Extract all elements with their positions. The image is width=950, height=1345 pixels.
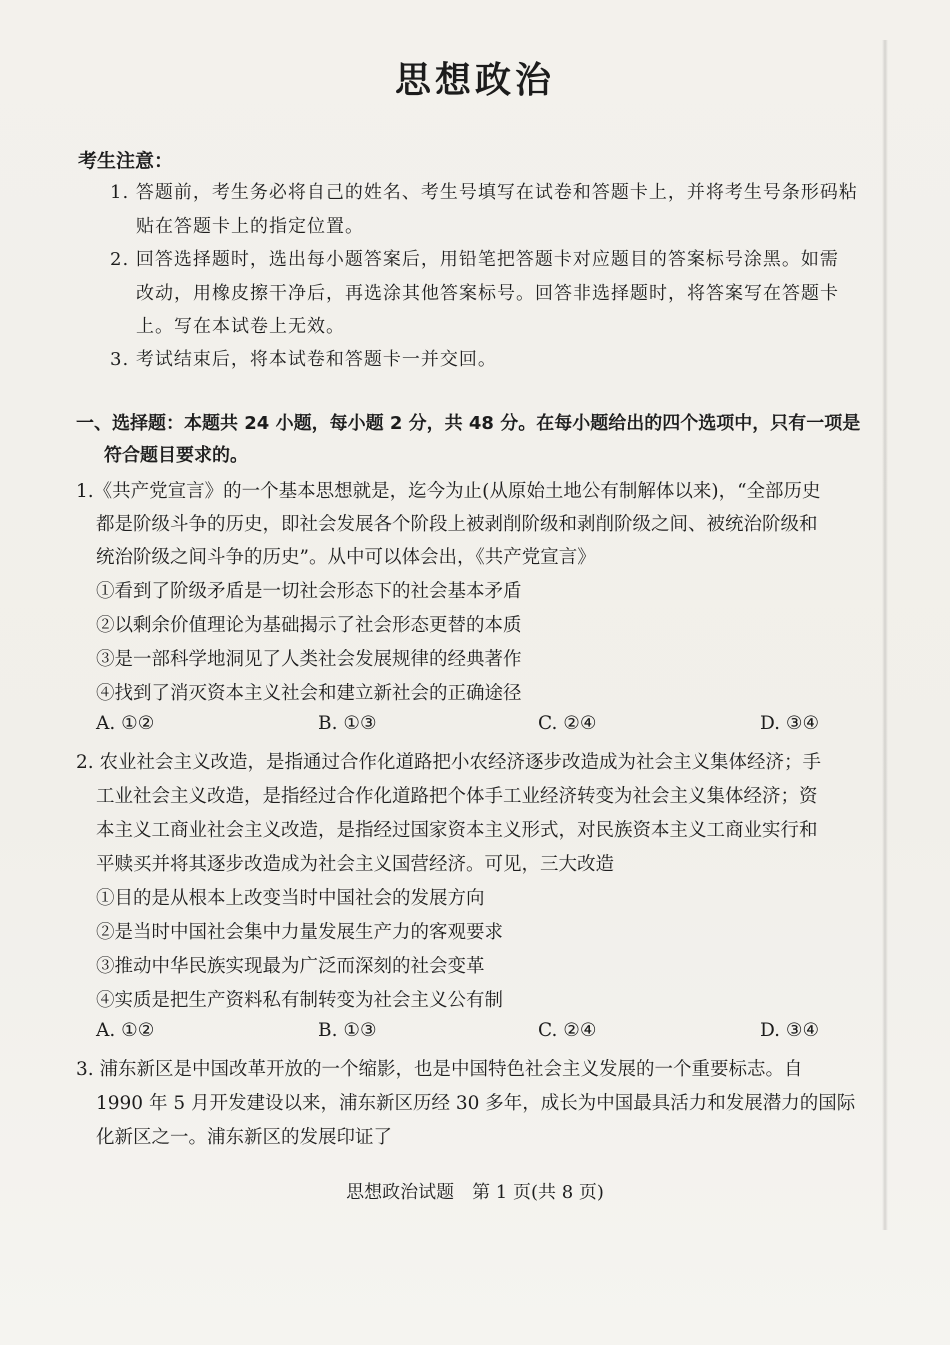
question-2-line1: 2. 农业社会主义改造，是指通过合作化道路把小农经济逐步改造成为社会主义集体经济；手: [76, 752, 822, 773]
question-1-option-4: ④找到了消灭资本主义社会和建立新社会的正确途径: [96, 683, 522, 704]
question-3-line3: 化新区之一。浦东新区的发展印证了: [96, 1127, 393, 1148]
section-heading-line2: 符合题目要求的。: [104, 445, 248, 466]
question-2-option-3: ③推动中华民族实现最为广泛而深刻的社会变革: [96, 956, 485, 977]
notice-item-2-line2: 改动，用橡皮擦干净后，再选涂其他答案标号。回答非选择题时，将答案写在答题卡: [136, 283, 839, 304]
notice-item-3-line1: 3. 考试结束后，将本试卷和答题卡一并交回。: [110, 349, 497, 370]
section-heading-line1: 一、选择题：本题共 24 小题，每小题 2 分，共 48 分。在每小题给出的四个选项中，只有一项是: [76, 413, 861, 434]
question-2-option-2: ②是当时中国社会集中力量发展生产力的客观要求: [96, 922, 504, 943]
question-2-option-1: ①目的是从根本上改变当时中国社会的发展方向: [96, 888, 485, 909]
question-2-choice-b: B. ①③: [318, 1020, 377, 1041]
notice-item-1-line2: 贴在答题卡上的指定位置。: [136, 216, 364, 237]
question-1-choice-c: C. ②④: [538, 713, 597, 734]
page-footer: 思想政治试题 第 1 页(共 8 页): [346, 1182, 604, 1203]
page-title: 思想政治: [394, 60, 555, 101]
question-1-option-1: ①看到了阶级矛盾是一切社会形态下的社会基本矛盾: [96, 581, 522, 602]
question-2-line2: 工业社会主义改造，是指经过合作化道路把个体手工业经济转变为社会主义集体经济；资: [96, 786, 818, 807]
question-1-line3: 统治阶级之间斗争的历史”。从中可以体会出，《共产党宣言》: [96, 547, 596, 568]
question-2-choice-a: A. ①②: [96, 1020, 155, 1041]
notice-item-2-line3: 上。写在本试卷上无效。: [136, 316, 345, 337]
question-1-choice-a: A. ①②: [96, 713, 155, 734]
question-1-line2: 都是阶级斗争的历史，即社会发展各个阶段上被剥削阶级和剥削阶级之间、被统治阶级和: [96, 514, 818, 535]
question-3-line2: 1990 年 5 月开发建设以来，浦东新区历经 30 多年，成长为中国最具活力和发展潜力的国际: [96, 1093, 856, 1114]
question-2-option-4: ④实质是把生产资料私有制转变为社会主义公有制: [96, 990, 504, 1011]
question-1-choice-b: B. ①③: [318, 713, 377, 734]
question-1-option-3: ③是一部科学地洞见了人类社会发展规律的经典著作: [96, 649, 522, 670]
notice-item-1-line1: 1. 答题前，考生务必将自己的姓名、考生号填写在试卷和答题卡上，并将考生号条形码粘: [110, 182, 858, 203]
question-1-line1: 1.《共产党宣言》的一个基本思想就是，迄今为止(从原始土地公有制解体以来)，“全部历史: [76, 481, 821, 502]
notice-item-2-line1: 2. 回答选择题时，选出每小题答案后，用铅笔把答题卡对应题目的答案标号涂黑。如需: [110, 249, 839, 270]
question-2-line4: 平赎买并将其逐步改造成为社会主义国营经济。可见，三大改造: [96, 854, 615, 875]
question-2-choice-d: D. ③④: [760, 1020, 820, 1041]
notice-heading: 考生注意：: [78, 150, 174, 172]
question-2-line3: 本主义工商业社会主义改造，是指经过国家资本主义形式，对民族资本主义工商业实行和: [96, 820, 818, 841]
scan-edge-shadow: [882, 40, 888, 1230]
question-2-choice-c: C. ②④: [538, 1020, 597, 1041]
question-3-line1: 3. 浦东新区是中国改革开放的一个缩影，也是中国特色社会主义发展的一个重要标志。自: [76, 1059, 803, 1080]
question-1-choice-d: D. ③④: [760, 713, 820, 734]
question-1-option-2: ②以剩余价值理论为基础揭示了社会形态更替的本质: [96, 615, 522, 636]
